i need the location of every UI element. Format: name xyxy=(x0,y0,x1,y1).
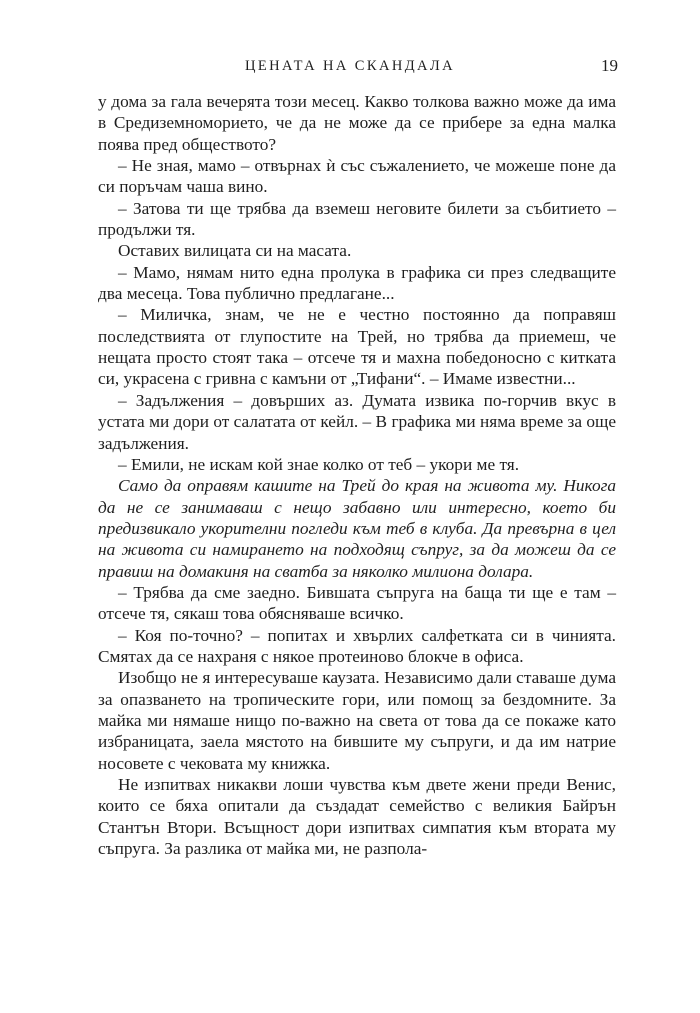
book-title: ЦЕНАТА НА СКАНДАЛА xyxy=(245,58,455,74)
paragraph: – Миличка, знам, че не е честно постоянно да поправяш последствията от глупостите на Трей, но трябва да приемеш, че нещата просто стоят така – отсече тя и махна победоносно с китката си, украсена с гривна с камъни от „Тифани“. – Имаме известни... xyxy=(98,305,616,389)
running-header xyxy=(0,56,700,86)
paragraph: Оставих вилицата си на масата. xyxy=(118,241,352,261)
paragraph: – Коя по-точно? – попитах и хвърлих салфетката си в чинията. Смятах да се нахраня с някое протеиново блокче в офиса. xyxy=(98,625,616,666)
paragraph: Не изпитвах никакви лоши чувства към двете жени преди Венис, които се бяха опитали да създадат семейство с великия Байрън Стантън Втори. Всъщност дори изпитвах симпатия към втората му съпруга. За разлика от майка ми, не разпола- xyxy=(98,775,616,859)
paragraph: – Трябва да сме заедно. Бившата съпруга на баща ти ще е там – отсече тя, сякаш това обясняваше всичко. xyxy=(98,582,616,624)
paragraph: – Не зная, мамо – отвърнах ѝ със съжалението, че можеше поне да си поръчам чаша вино. xyxy=(98,156,616,197)
paragraph: у дома за гала вечерята този месец. Какво толкова важно може да има в Средиземноморието, че да не може да се прибере за една малка поява пред обществото? xyxy=(98,92,616,154)
paragraph: – Затова ти ще трябва да вземеш неговите билети за събитието – продължи тя. xyxy=(98,198,616,240)
paragraph: – Мамо, нямам нито една пролука в графика си през следващите два месеца. Това публично предлагане... xyxy=(98,262,616,304)
paragraph: – Задължения – довърших аз. Думата извика по-горчив вкус в устата ми дори от салатата от кейл. – В графика ми няма време за още задължения. xyxy=(98,390,616,453)
body-text xyxy=(98,91,616,859)
paragraph: Изобщо не я интересуваше каузата. Независимо дали ставаше дума за опазването на тропическите гори, или помощ за бездомните. За майка ми нямаше нищо по-важно на света от това да се покаже като избраницата, заела мястото на бившите му съпруги, и да им натрие носовете с чековата му книжка. xyxy=(98,668,616,773)
italic-paragraph: Само да оправям кашите на Трей до края на живота му. Никога да не се занимаваш с нещо забавно или интересно, което би предизвикало укорителни погледи към теб в клуба. Да превърна в цел на живота си намирането на подходящ съпруг, за да можеш да се правиш на домакиня на сватба за няколко милиона долара. xyxy=(98,476,616,581)
paragraph: – Емили, не искам кой знае колко от теб – укори ме тя. xyxy=(118,454,520,474)
page-number: 19 xyxy=(601,56,618,75)
